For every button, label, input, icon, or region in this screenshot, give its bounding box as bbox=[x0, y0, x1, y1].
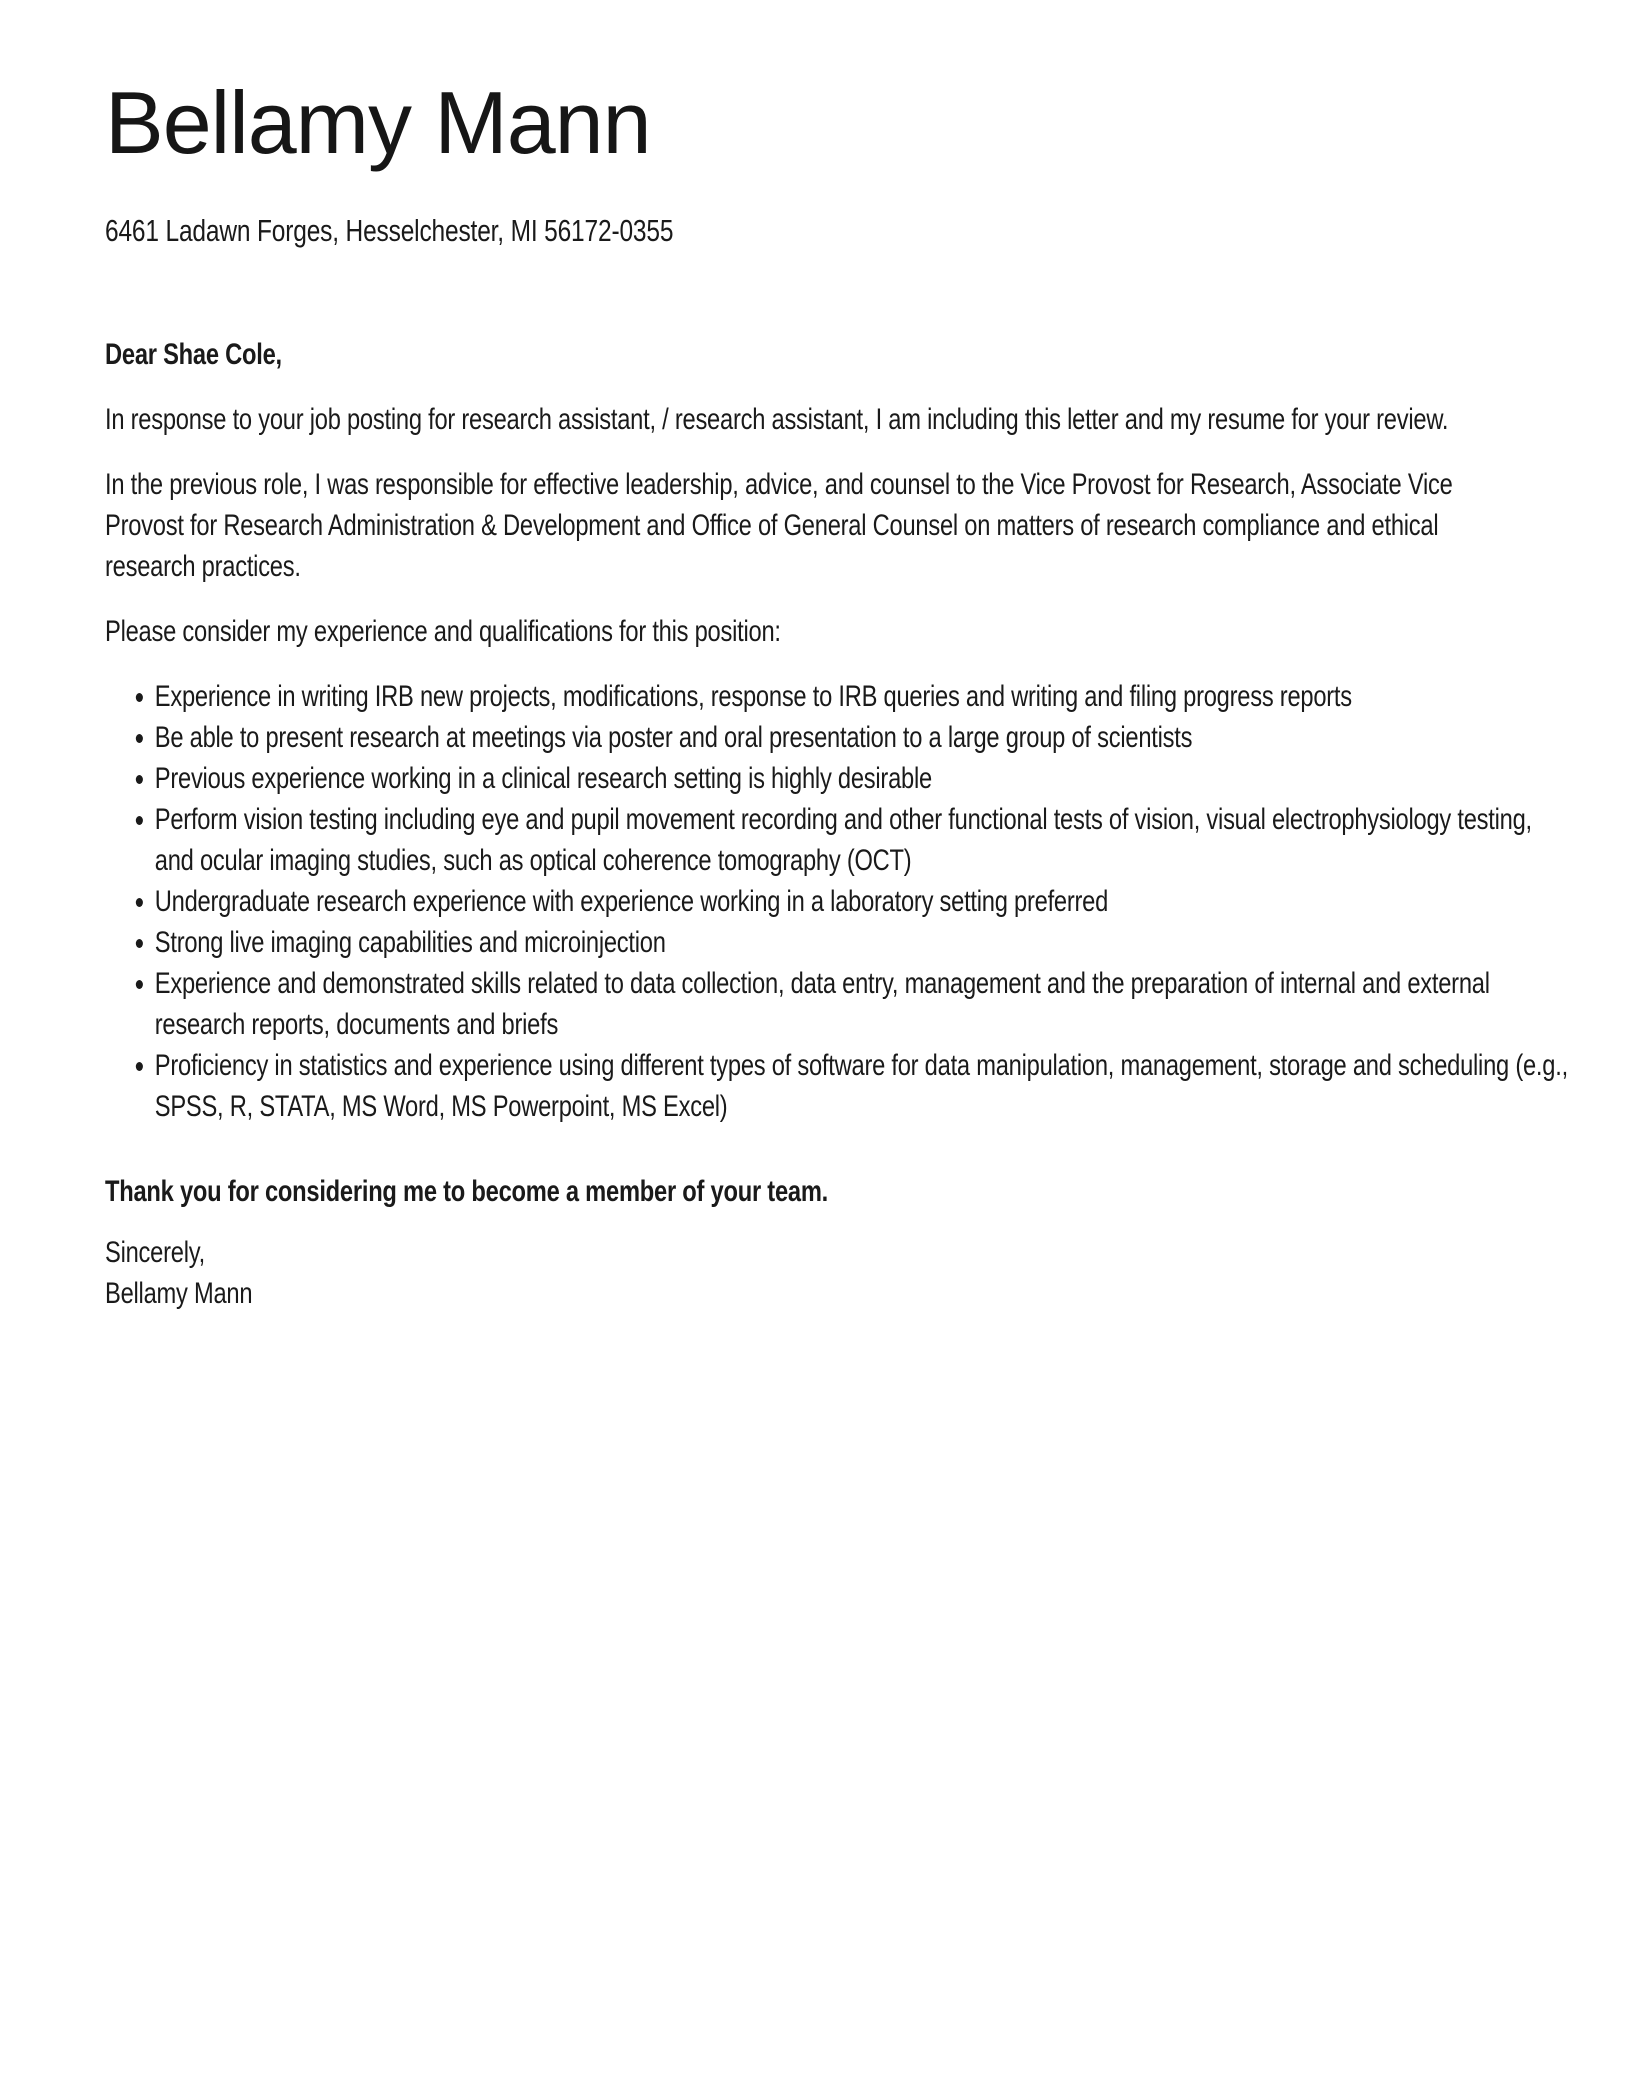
bullet-item: • Experience in writing IRB new projects, modifications, response to IRB queries and writing and filing progress reports bbox=[155, 676, 1572, 717]
signoff bbox=[105, 1232, 1522, 1314]
closing-line: Thank you for considering me to become a member of your team. bbox=[105, 1174, 829, 1208]
salutation: Dear Shae Cole, bbox=[105, 337, 282, 371]
bullet-item: • Proficiency in statistics and experience using different types of software for data manipulation, management, storage and scheduling (e.g., SPSS, R, STATA, MS Word, MS Powerpoint, MS Excel) bbox=[155, 1045, 1572, 1127]
paragraph-consider: Please consider my experience and qualifications for this position: bbox=[105, 614, 781, 648]
signoff-salutation: Sincerely, bbox=[105, 1235, 205, 1269]
sender-address: 6461 Ladawn Forges, Hesselchester, MI 56172-0355 bbox=[105, 212, 674, 248]
paragraph-intro: In response to your job posting for research assistant, / research assistant, I am including this letter and my resume for your review. bbox=[105, 402, 1449, 436]
bullet-item: • Undergraduate research experience with experience working in a laboratory setting preferred bbox=[155, 881, 1572, 922]
bullet-item: • Be able to present research at meetings via poster and oral presentation to a large group of scientists bbox=[155, 717, 1572, 758]
signoff-name: Bellamy Mann bbox=[105, 1276, 253, 1310]
bullet-item: • Strong live imaging capabilities and microinjection bbox=[155, 922, 1572, 963]
sender-name-title: Bellamy Mann bbox=[105, 73, 651, 172]
paragraph-previous-role: In the previous role, I was responsible for effective leadership, advice, and counsel to the Vice Provost for Research, Associate Vice Provost for Research Administration & Development and Office of General Counsel on matters of research compliance and ethical research practices. bbox=[105, 467, 1453, 583]
bullet-item: • Previous experience working in a clinical research setting is highly desirable bbox=[155, 758, 1572, 799]
qualifications-list bbox=[105, 676, 1572, 1127]
bullet-item: • Experience and demonstrated skills related to data collection, data entry, management and the preparation of internal and external research reports, documents and briefs bbox=[155, 963, 1572, 1045]
bullet-item: • Perform vision testing including eye and pupil movement recording and other functional tests of vision, visual electrophysiology testing, and ocular imaging studies, such as optical coherence tomography (OCT) bbox=[155, 799, 1572, 881]
